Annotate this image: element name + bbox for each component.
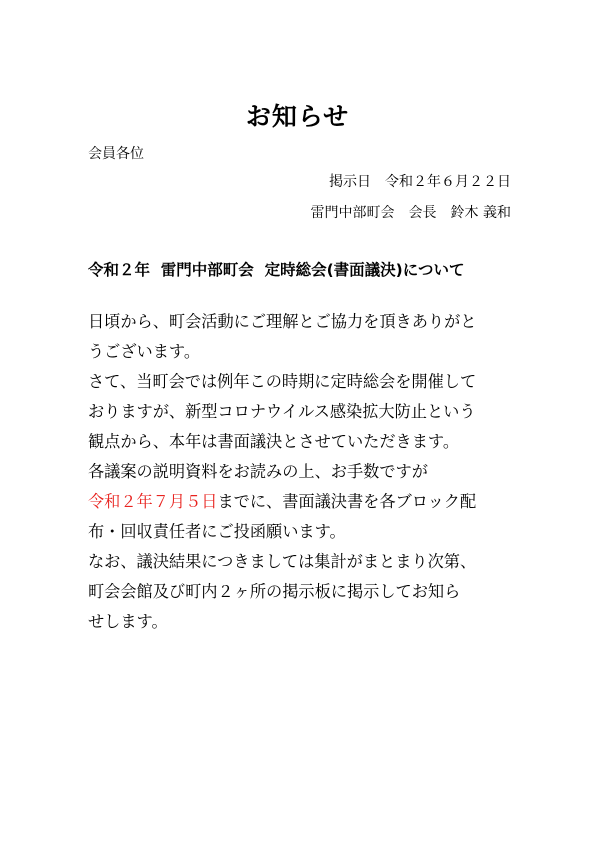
deadline-suffix: までに、書面議決書を各ブロック配: [217, 492, 477, 511]
posted-date: 掲示日 令和２年６月２２日: [329, 174, 511, 190]
body-line: うございます。: [88, 342, 201, 361]
deadline-date: 令和２年７月５日: [88, 492, 218, 511]
body-line: なお、議決結果につきましては集計がまとまり次第、: [88, 552, 477, 571]
body-line: せします。: [88, 612, 168, 631]
notice-body: [88, 307, 528, 637]
body-line: 各議案の説明資料をお読みの上、お手数ですが: [88, 462, 428, 481]
deadline-line: [88, 487, 528, 517]
recipient-line: 会員各位: [88, 146, 144, 162]
notice-heading: 令和２年 雷門中部町会 定時総会(書面議決)について: [88, 261, 465, 279]
body-line: 町会会館及び町内２ヶ所の掲示板に掲示してお知ら: [88, 582, 461, 601]
body-line: さて、当町会では例年この時期に定時総会を開催して: [88, 372, 477, 391]
body-line: 布・回収責任者にご投函願います。: [88, 522, 346, 541]
page-title: お知らせ: [245, 102, 350, 131]
author-line: 雷門中部町会 会長 鈴木 義和: [310, 205, 511, 221]
body-line: 日頃から、町会活動にご理解とご協力を頂きありがと: [88, 312, 477, 331]
body-line: おりますが、新型コロナウイルス感染拡大防止という: [88, 402, 476, 421]
body-line: 観点から、本年は書面議決とさせていただきます。: [88, 432, 460, 451]
